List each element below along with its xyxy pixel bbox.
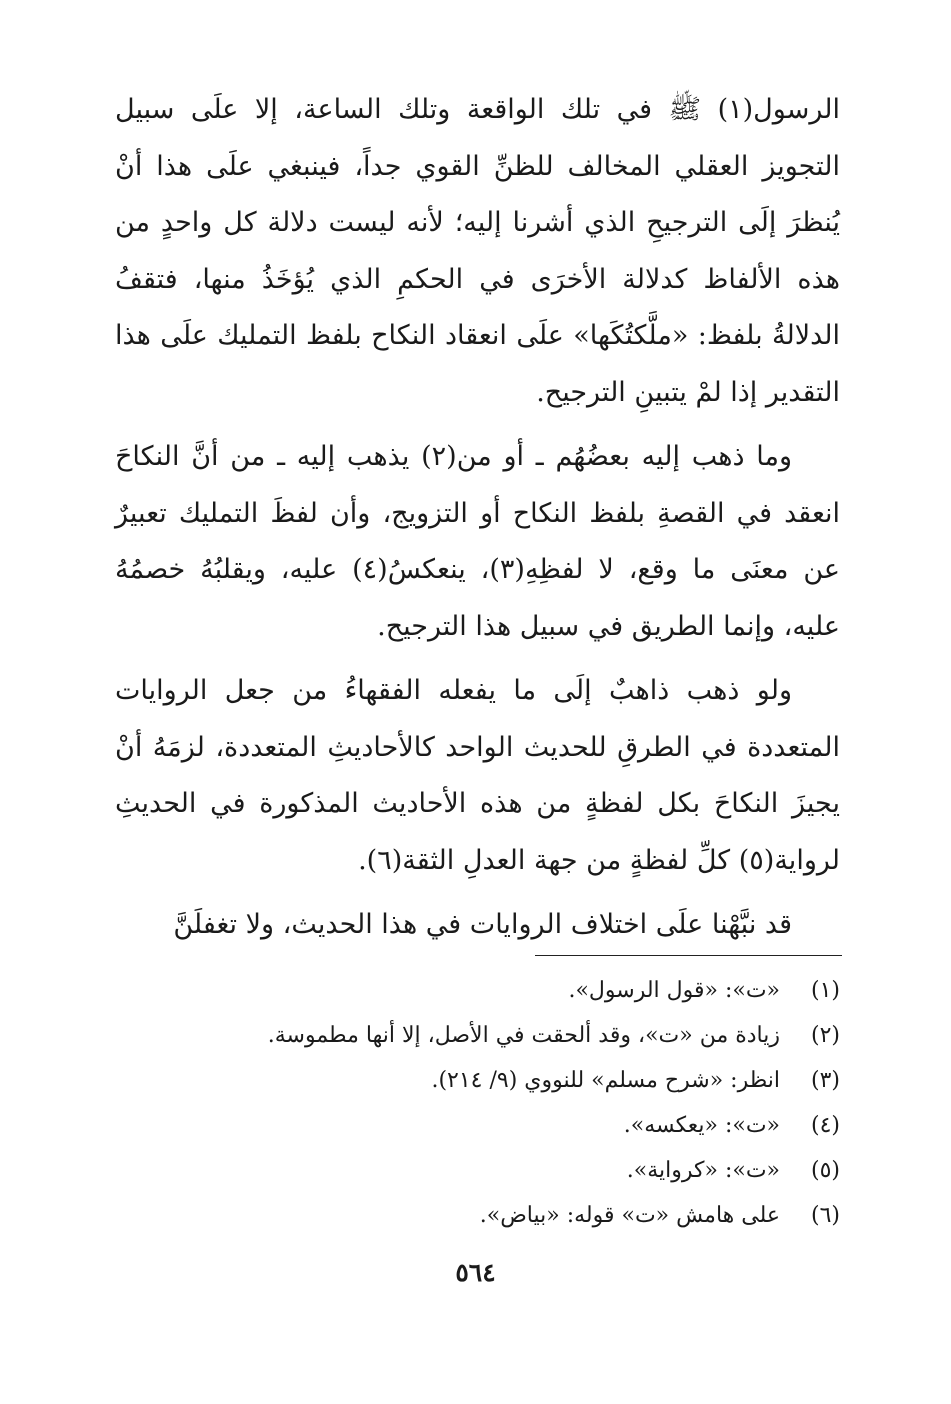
- paragraph: قد نبَّهْنا علَى اختلاف الروايات في هذا الحديث، ولا تغفلَنَّ: [173, 909, 792, 940]
- footnote-number: (٢): [810, 1023, 840, 1048]
- footnote-text: «ت»: «كرواية».: [626, 1158, 780, 1183]
- footnote-divider: [535, 955, 842, 956]
- footnote-item: [200, 968, 840, 1013]
- footnote-item: [200, 1013, 840, 1058]
- footnote-number: (٦): [810, 1203, 840, 1228]
- footnote-number: (٣): [810, 1068, 840, 1093]
- footnote-item: [200, 1193, 840, 1238]
- footnote-number: (٤): [810, 1113, 840, 1138]
- footnote-item: [200, 1058, 840, 1103]
- paragraph: ولو ذهب ذاهبٌ إلَى ما يفعله الفقهاءُ من جعل الروايات المتعددة في الطرقِ للحديث الواحد كالأحاديثِ المتعددة، لزمَهُ أنْ يجيزَ النكاحَ بكل لفظةٍ من هذه الأحاديث المذكورة في الحديثِ لرواية(٥) كلِّ لفظةٍ من جهة العدلِ الثقة(٦).: [115, 675, 840, 876]
- footnotes: [200, 968, 840, 1238]
- footnote-text: على هامش «ت» قوله: «بياض».: [479, 1203, 780, 1228]
- footnote-item: [200, 1148, 840, 1193]
- page-number: ٥٦٤: [455, 1258, 496, 1287]
- footnote-text: «ت»: «يعكسه».: [623, 1113, 780, 1138]
- footnote-number: (١): [810, 978, 840, 1003]
- footnote-text: انظر: «شرح مسلم» للنووي (٩/ ٢١٤).: [431, 1068, 780, 1093]
- main-text: [115, 82, 840, 954]
- footnote-text: زيادة من «ت»، وقد ألحقت في الأصل، إلا أنها مطموسة.: [267, 1023, 780, 1048]
- paragraph: الرسول(١) ﷺ في تلك الواقعة وتلك الساعة، إلا علَى سبيل التجويز العقلي المخالف للظنِّ القوي جداً، فينبغي علَى هذا أنْ يُنظرَ إلَى الترجيحِ الذي أشرنا إليه؛ لأنه ليست دلالة كل واحدٍ من هذه الألفاظ كدلالة الأخرَى في الحكمِ الذي يُؤخَذُ منها، فتقفُ الدلالةُ بلفظ: «ملَّكتُكَها» علَى انعقاد النكاح بلفظ التمليك علَى هذا التقدير إذا لمْ يتبينِ الترجيح.: [115, 94, 840, 408]
- paragraph: وما ذهب إليه بعضُهُم ـ أو من(٢) يذهب إليه ـ من أنَّ النكاحَ انعقد في القصةِ بلفظ النكاح أو التزويج، وأن لفظَ التمليك تعبيرٌ عن معنَى ما وقع، لا لفظِهِ(٣)، ينعكسُ(٤) عليه، ويقلبُهُ خصمُهُ عليه، وإنما الطريق في سبيل هذا الترجيح.: [115, 441, 840, 642]
- footnote-text: «ت»: «قول الرسول».: [568, 978, 780, 1003]
- footnote-number: (٥): [810, 1158, 840, 1183]
- footnote-item: [200, 1103, 840, 1148]
